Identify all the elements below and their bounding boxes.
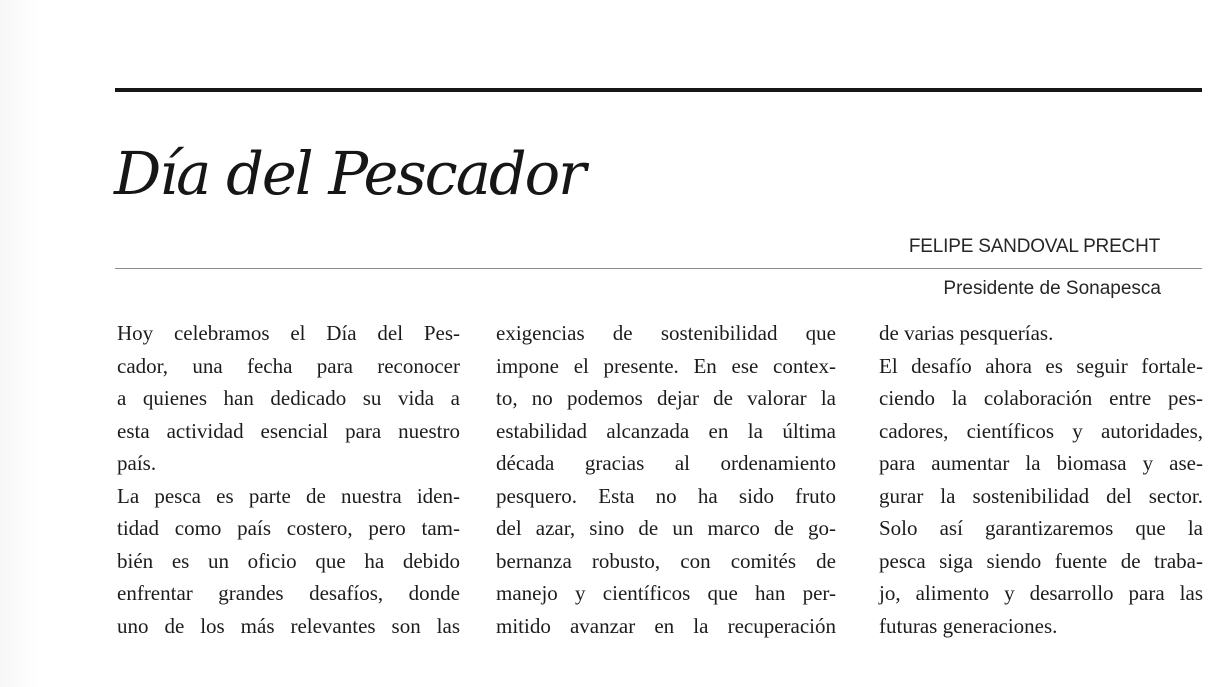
article-text-line: jo, alimento y desarrollo para las bbox=[879, 581, 1203, 605]
byline-rule bbox=[115, 268, 1202, 269]
article-text-line: bernanza robusto, con comités de bbox=[496, 548, 836, 573]
article-text-line: uno de los más relevantes son las bbox=[117, 613, 460, 638]
article-text-line: para aumentar la biomasa y ase- bbox=[879, 451, 1203, 475]
article-text-line: impone el presente. En ese contex- bbox=[496, 353, 836, 378]
article-text-line: de varias pesquerías. bbox=[879, 321, 1054, 345]
article-text-line: cador, una fecha para reconocer bbox=[117, 353, 460, 378]
article-text-line: La pesca es parte de nuestra iden- bbox=[117, 483, 460, 508]
article-text-line: to, no podemos dejar de valorar la bbox=[496, 386, 836, 410]
author-name: FELIPE SANDOVAL PRECHT bbox=[908, 236, 1160, 257]
article-text-line: enfrentar grandes desafíos, donde bbox=[117, 581, 460, 605]
author-role: Presidente de Sonapesca bbox=[943, 278, 1161, 299]
article-text-line: mitido avanzar en la recuperación bbox=[496, 613, 836, 638]
article-text-line: década gracias al ordenamiento bbox=[496, 451, 836, 475]
article-text-line: bién es un oficio que ha debido bbox=[117, 548, 460, 573]
article-text-line: a quienes han dedicado su vida a bbox=[117, 386, 460, 410]
article-column-2 bbox=[496, 317, 836, 642]
article-text-line: Solo así garantizaremos que la bbox=[879, 516, 1203, 540]
article-text-line: ciendo la colaboración entre pes- bbox=[879, 386, 1203, 410]
article-text-line: estabilidad alcanzada en la última bbox=[496, 418, 836, 443]
article-text-line: exigencias de sostenibilidad que bbox=[496, 321, 836, 345]
article-text-line: Hoy celebramos el Día del Pes- bbox=[117, 321, 460, 345]
top-rule bbox=[115, 88, 1202, 92]
article-column-3 bbox=[879, 317, 1203, 642]
article-text-line: del azar, sino de un marco de go- bbox=[496, 516, 836, 540]
article-text-line: gurar la sostenibilidad del sector. bbox=[879, 483, 1203, 508]
article-text-line: manejo y científicos que han per- bbox=[496, 581, 836, 605]
article-column-1 bbox=[117, 317, 460, 642]
article-text-line: esta actividad esencial para nuestro bbox=[117, 418, 460, 443]
article-text-line: El desafío ahora es seguir fortale- bbox=[879, 353, 1203, 378]
article-text-line: cadores, científicos y autoridades, bbox=[879, 418, 1203, 443]
article-text-line: pesca siga siendo fuente de traba- bbox=[879, 548, 1203, 573]
article-text-line: país. bbox=[117, 451, 157, 475]
article-text-line: futuras generaciones. bbox=[879, 613, 1058, 638]
article-text-line: pesquero. Esta no ha sido fruto bbox=[496, 483, 836, 508]
article-text-line: tidad como país costero, pero tam- bbox=[117, 516, 460, 540]
article-title: Día del Pescador bbox=[114, 139, 585, 208]
